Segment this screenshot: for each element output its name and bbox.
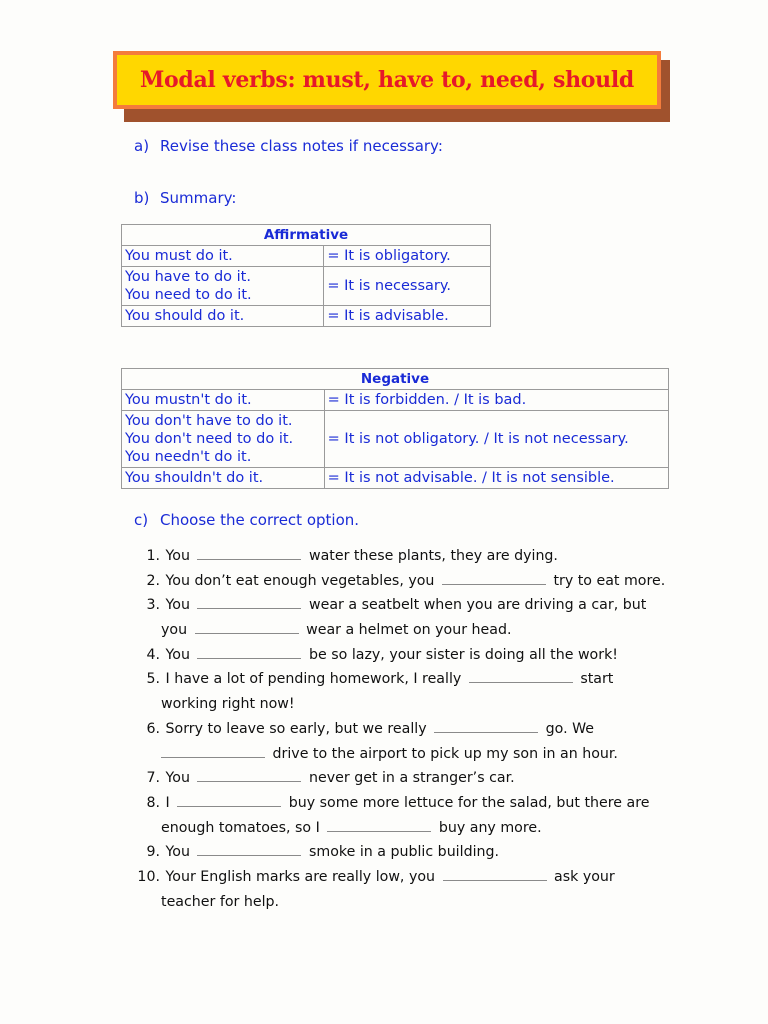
cell-line: You have to do it.	[125, 269, 251, 285]
list-item	[130, 766, 690, 791]
item-number: 2.	[146, 572, 160, 589]
item-text: You	[165, 770, 190, 787]
affirmative-header: Affirmative	[122, 225, 491, 246]
table-row	[122, 390, 669, 411]
list-item	[130, 643, 690, 668]
list-item-continuation	[130, 742, 690, 767]
item-text: try to eat more.	[553, 572, 666, 589]
negative-table	[121, 368, 669, 489]
list-item	[130, 717, 690, 742]
item-text: buy some more lettuce for the salad, but there are	[288, 794, 650, 811]
item-text: I have a lot of pending homework, I really	[165, 671, 462, 688]
answer-blank[interactable]	[197, 596, 301, 609]
list-item-continuation	[130, 692, 690, 717]
item-number: 4.	[146, 646, 160, 663]
item-text: You	[165, 548, 190, 564]
negative-header: Negative	[122, 369, 669, 390]
table-cell: = It is necessary.	[324, 267, 491, 306]
answer-blank[interactable]	[469, 670, 573, 683]
item-text: enough tomatoes, so I	[161, 819, 320, 836]
item-text: go. We	[545, 720, 595, 737]
list-item	[130, 569, 690, 594]
table-cell: = It is not obligatory. / It is not necessary.	[324, 411, 668, 468]
answer-blank[interactable]	[197, 547, 301, 560]
section-b-text: Summary:	[160, 189, 237, 207]
table-row	[122, 468, 669, 489]
section-a-heading	[134, 137, 443, 155]
answer-blank[interactable]	[327, 819, 431, 832]
answer-blank[interactable]	[434, 720, 538, 733]
table-row	[122, 246, 491, 267]
item-text: wear a seatbelt when you are driving a car, but	[309, 597, 647, 614]
item-number: 5.	[146, 671, 160, 688]
cell-line: You need to do it.	[125, 287, 252, 303]
list-item-continuation	[130, 618, 690, 643]
item-text: You	[165, 597, 190, 614]
section-c-letter: c)	[134, 511, 149, 529]
exercise-list	[130, 544, 690, 914]
item-number: 8.	[146, 794, 160, 811]
list-item-continuation	[130, 816, 690, 841]
answer-blank[interactable]	[161, 745, 265, 758]
answer-blank[interactable]	[443, 868, 547, 881]
item-text: wear a helmet on your head.	[306, 622, 512, 639]
item-text: drive to the airport to pick up my son in an hour.	[272, 745, 618, 762]
item-number: 9.	[146, 844, 160, 861]
section-b-letter: b)	[134, 189, 150, 207]
answer-blank[interactable]	[197, 646, 301, 659]
table-cell: = It is not advisable. / It is not sensible.	[324, 468, 668, 489]
list-item	[130, 667, 690, 692]
section-c-text: Choose the correct option.	[160, 511, 360, 529]
item-text: never get in a stranger’s car.	[309, 770, 515, 787]
item-number: 6.	[146, 720, 160, 737]
list-item-continuation	[130, 890, 690, 915]
table-cell: You mustn't do it.	[122, 390, 325, 411]
item-text: water these plants, they are dying.	[309, 548, 558, 564]
section-b-heading	[134, 189, 236, 207]
item-text: You	[165, 844, 190, 861]
item-text: working right now!	[161, 696, 295, 713]
list-item	[130, 791, 690, 816]
answer-blank[interactable]	[442, 572, 546, 585]
item-text: you	[161, 622, 188, 639]
table-cell: You shouldn't do it.	[122, 468, 325, 489]
item-number: 7.	[146, 770, 160, 787]
item-text: be so lazy, your sister is doing all the work!	[309, 646, 618, 663]
answer-blank[interactable]	[197, 769, 301, 782]
item-text: You	[165, 646, 190, 663]
list-item	[130, 865, 690, 890]
item-text: smoke in a public building.	[309, 844, 500, 861]
item-number: 3.	[146, 597, 160, 614]
cell-line: You don't need to do it.	[125, 431, 294, 447]
table-cell	[122, 267, 324, 306]
item-text: buy any more.	[438, 819, 542, 836]
cell-line: You needn't do it.	[125, 449, 252, 465]
list-item	[130, 544, 690, 569]
item-text: Sorry to leave so early, but we really	[165, 720, 427, 737]
table-cell: You should do it.	[122, 306, 324, 327]
table-row	[122, 306, 491, 327]
section-a-text: Revise these class notes if necessary:	[160, 137, 443, 155]
item-text: Your English marks are really low, you	[165, 868, 436, 885]
list-item	[130, 593, 690, 618]
cell-line: You don't have to do it.	[125, 413, 293, 429]
table-row	[122, 411, 669, 468]
table-cell: = It is advisable.	[324, 306, 491, 327]
table-cell	[122, 411, 325, 468]
item-text: ask your	[554, 868, 615, 885]
answer-blank[interactable]	[177, 794, 281, 807]
table-row	[122, 267, 491, 306]
table-cell: You must do it.	[122, 246, 324, 267]
item-text: teacher for help.	[161, 893, 280, 910]
table-cell: = It is forbidden. / It is bad.	[324, 390, 668, 411]
section-a-letter: a)	[134, 137, 150, 155]
item-text: I	[165, 794, 170, 811]
answer-blank[interactable]	[197, 843, 301, 856]
title-banner	[113, 51, 661, 109]
item-number: 1.	[146, 548, 160, 564]
item-number: 10.	[137, 868, 160, 885]
table-cell: = It is obligatory.	[324, 246, 491, 267]
page-title: Modal verbs: must, have to, need, should	[139, 67, 635, 93]
affirmative-table	[121, 224, 491, 327]
list-item	[130, 840, 690, 865]
item-text: You don’t eat enough vegetables, you	[165, 572, 435, 589]
section-c-heading	[134, 511, 359, 529]
item-text: start	[580, 671, 614, 688]
answer-blank[interactable]	[195, 621, 299, 634]
